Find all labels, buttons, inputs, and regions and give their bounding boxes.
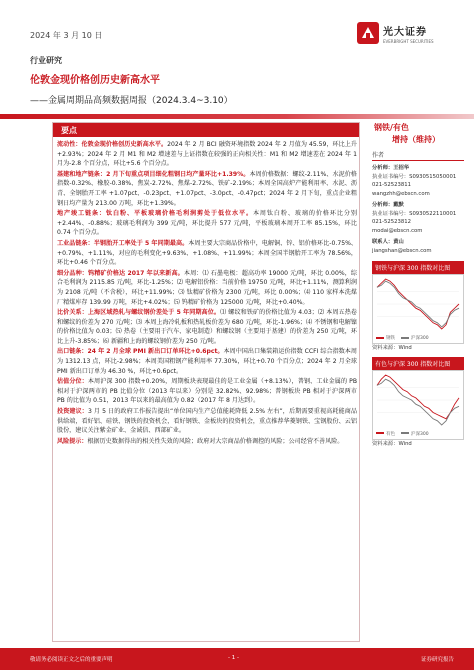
summary-paragraph bbox=[57, 308, 357, 346]
paragraph-lead: 流动性：伦敦金现价格创历史新高水平。 bbox=[57, 141, 168, 148]
report-date: 2024 年 3 月 10 日 bbox=[30, 31, 103, 40]
company-logo bbox=[357, 20, 457, 46]
chart1-legend bbox=[373, 333, 463, 343]
paragraph-text: ⑴ 螺纹和铁矿的价格比值为 4.03；⑵ 本周五热卷和螺纹的价差为 270 元/吨；⑶ 本周上海冷轧板和热轧板价差为 680 元/吨，环比-1.96%；⑷ 不锈钢和电解镍的价格比值为 0.03；⑸ 热卷（主要用于汽车、家电制造）和螺纹钢（主要用于基建）的价差为 250 元/吨，环比上升-3.85%；⑹ 新疆和上海的螺纹钢价差为 250 元/吨。 bbox=[57, 309, 357, 345]
paragraph-text: 本周价格数据：螺纹-2.11%、水泥价格指数-0.32%、橡胶-0.38%、焦炭-2.72%、焦煤-2.72%、铁矿-2.19%；本周全国高炉产能利用率、水泥、沥青、全钢胎开工率 +1.07pct、-0.23pct、+1.07pct、-3.0pct、-0.47pct；2024 年 2 月下旬，重点企业粗钢日均产量为 213.00 万吨，环比+1.39%。 bbox=[57, 170, 358, 207]
logo-name: 光大证券 bbox=[383, 26, 427, 38]
analyst-card bbox=[372, 201, 464, 235]
rating-label: 增持（维持） bbox=[392, 135, 440, 144]
paragraph-text: 本周主要大宗商品价格中，电解铜、锌、铝价格环比-0.75%、+0.79%、+1.11%，对应的毛利变化+9.63%、+1.08%、+11.99%；本周全国半钢胎开工率为 78.56%，环比+0.46 个百分点。 bbox=[57, 239, 357, 267]
paragraph-text: 本周：⑴ 石墨电极：超高功率 19000 元/吨，环比 0.00%，综合毛利润为 2115.85 元/吨，环比-1.25%；⑵ 电解铝价格：当前价格 19750 元/吨，环比+1.11%，测算利润为 2108 元/吨（不含税），环比+11.99%；⑶ 钛精矿价格为 2300 元/吨，环比 0.00%；⑷ 110 家样本洗煤厂精煤库存 139.99 万吨，环比+4.02%；⑸ 钨精矿价格为 125000 元/吨，环比+0.40%。 bbox=[57, 269, 358, 306]
chart1 bbox=[372, 274, 464, 344]
analyst-email[interactable]: modai@ebscn.com bbox=[372, 227, 423, 234]
chart2-legend bbox=[373, 429, 463, 439]
analyst-phone: 021-52523811 bbox=[372, 182, 411, 188]
analyst-cert: 执业证书编号：S0930515050001 bbox=[372, 173, 457, 180]
paragraph-lead: 比价关系：上海区域热轧与螺纹钢价差处于 5 年同期高位。 bbox=[57, 309, 221, 317]
paragraph-lead: 细分品种：钨精矿价格达 2017 年以来新高。 bbox=[57, 269, 184, 277]
summary-paragraph bbox=[57, 437, 357, 447]
paragraph-text: 本周沪深 300 指数+0.20%，周期板块表现最佳的是工业金属（+8.13%），普钢、工业金属的 PB 相对于沪深两市的 PB 比值分位（2013 年以来）分别是 32.82%、92.98%；普钢板块 PB 相对于沪深两市 PB 的比值为 0.51，2013 年以来的最高值为 0.82（2017 年 8 月达到）。 bbox=[57, 378, 357, 405]
paragraph-text: 3 月 5 日的政府工作报告提出“单位国内生产总值能耗降低 2.5% 左右”，后期需要重视高耗能商品供给端，看好铝、硅铁、钢铁的投资机会，看好钢铁、金板块的投资机会，重点推荐华菱钢铁、宝钢股份、云铝股份，建议关注紫金矿业、金诚信、西部矿业。 bbox=[57, 408, 358, 435]
summary-paragraph bbox=[57, 239, 357, 268]
footer-disclaimer: 敬请务必阅读正文之后的重要声明 bbox=[30, 657, 113, 663]
paragraph-lead: 工业品链条：半钢胎开工率处于 5 年同期最高。 bbox=[57, 239, 189, 247]
analyst-card bbox=[372, 164, 464, 198]
analyst-heading: 作者 bbox=[372, 150, 464, 161]
summary-paragraph bbox=[57, 407, 357, 436]
header-band bbox=[0, 114, 474, 119]
chart1-legend-item: 钢铁 bbox=[376, 335, 395, 341]
chart2-legend-item: 有色 bbox=[376, 431, 395, 437]
summary-paragraph bbox=[57, 377, 357, 406]
footer-report-label: 证券研究报告 bbox=[420, 657, 454, 663]
analyst-list bbox=[372, 164, 464, 255]
summary-paragraph bbox=[57, 170, 357, 208]
analyst-title: 分析师：戴默 bbox=[372, 202, 404, 208]
chart1-title: 钢铁与沪深 300 指数对比图 bbox=[372, 261, 464, 274]
analyst-phone: 021-52523812 bbox=[372, 219, 411, 225]
summary-paragraph bbox=[57, 140, 357, 169]
paragraph-text: 根据历史数据得出的相关性失效的风险；政府对大宗商品价格调控的风险；公司经营不善风险。 bbox=[87, 437, 344, 445]
analyst-card bbox=[372, 238, 464, 255]
paragraph-text: 本周钛白粉、玻璃的价格环比分别+2.44%、-0.88%；玻璃毛利润为 399 元/吨，环比提升 577 元/吨，平板玻璃本周开工率 85.15%，环比 0.74 个百分点。 bbox=[57, 210, 358, 237]
paragraph-text: 2024 年 2 月 BCI 融资环境指数 2024 年 2 月值为 45.59，环比上升+2.93%；2024 年 2 月 M1 和 M2 增速差与上证指数在较强的正向相关性：M1 和 M2 增速差在 2024 年 1 月为-2.8 个百分点，环比+5.6 个百分点。 bbox=[57, 141, 357, 168]
paragraph-lead: 风险提示： bbox=[57, 437, 88, 445]
analyst-cert: 执业证书编号：S0930522110001 bbox=[372, 210, 457, 217]
chart2-series-line bbox=[377, 375, 459, 419]
chart1-source: 资料来源：Wind bbox=[372, 345, 412, 351]
industry-name: 钢铁/有色 bbox=[374, 123, 409, 132]
chart2-legend-item: 沪深300 bbox=[401, 431, 429, 437]
summary-paragraph bbox=[57, 347, 357, 376]
chart2-plot bbox=[373, 371, 463, 429]
analyst-title: 分析师：王招华 bbox=[372, 165, 410, 171]
summary-paragraph bbox=[57, 209, 357, 238]
summary-paragraph bbox=[57, 269, 357, 307]
paragraph-lead: 估值分位： bbox=[57, 378, 88, 386]
chart2-source: 资料来源：Wind bbox=[372, 440, 412, 447]
report-type: 行业研究 bbox=[30, 56, 62, 65]
paragraph-text: 本周中国出口集装箱运价指数 CCFI 综合指数本周为 1312.13 点，环比-2.98%；本周美国粗钢产能利用率 77.30%，环比+0.70 个百分点；2024 年 2 月全球 PMI 新出口订单为 46.30 %，环比+0.6pct。 bbox=[57, 348, 357, 375]
chart1-plot bbox=[373, 275, 463, 333]
analyst-title: 联系人：黄山 bbox=[372, 239, 404, 245]
report-subtitle: ——金属周期品高频数据周报（2024.3.4~3.10） bbox=[30, 96, 233, 106]
chart1-legend-item: 沪深300 bbox=[401, 335, 429, 341]
page-number: - 1 - bbox=[228, 655, 239, 661]
page-footer bbox=[0, 648, 474, 670]
analyst-email[interactable]: jiangshan@ebscn.com bbox=[372, 247, 432, 254]
report-headline: 伦敦金现价格创历史新高水平 bbox=[30, 75, 160, 86]
logo-english-name: EVERBRIGHT SECURITIES bbox=[383, 38, 434, 44]
paragraph-lead: 投资建议： bbox=[57, 408, 88, 416]
paragraph-lead: 出口链条：24 年 2 月全球 PMI 新出口订单环比+0.6pct。 bbox=[57, 348, 224, 356]
chart2-title: 有色与沪深 300 指数对比图 bbox=[372, 357, 464, 370]
paragraph-lead: 基建和地产链条：2 月下旬重点项目细化粗钢日均产量环比+1.39%。 bbox=[57, 170, 250, 178]
summary-panel bbox=[52, 122, 360, 642]
chart2 bbox=[372, 370, 464, 440]
summary-body bbox=[57, 140, 357, 447]
logo-icon bbox=[357, 22, 379, 44]
paragraph-lead: 地产竣工链条：钛白粉、平板玻璃价格毛利润剪处于低位水平。 bbox=[57, 210, 253, 218]
analyst-email[interactable]: wangzhh@ebscn.com bbox=[372, 190, 430, 197]
sidebar bbox=[372, 122, 464, 448]
summary-heading: 要点 bbox=[53, 123, 359, 137]
